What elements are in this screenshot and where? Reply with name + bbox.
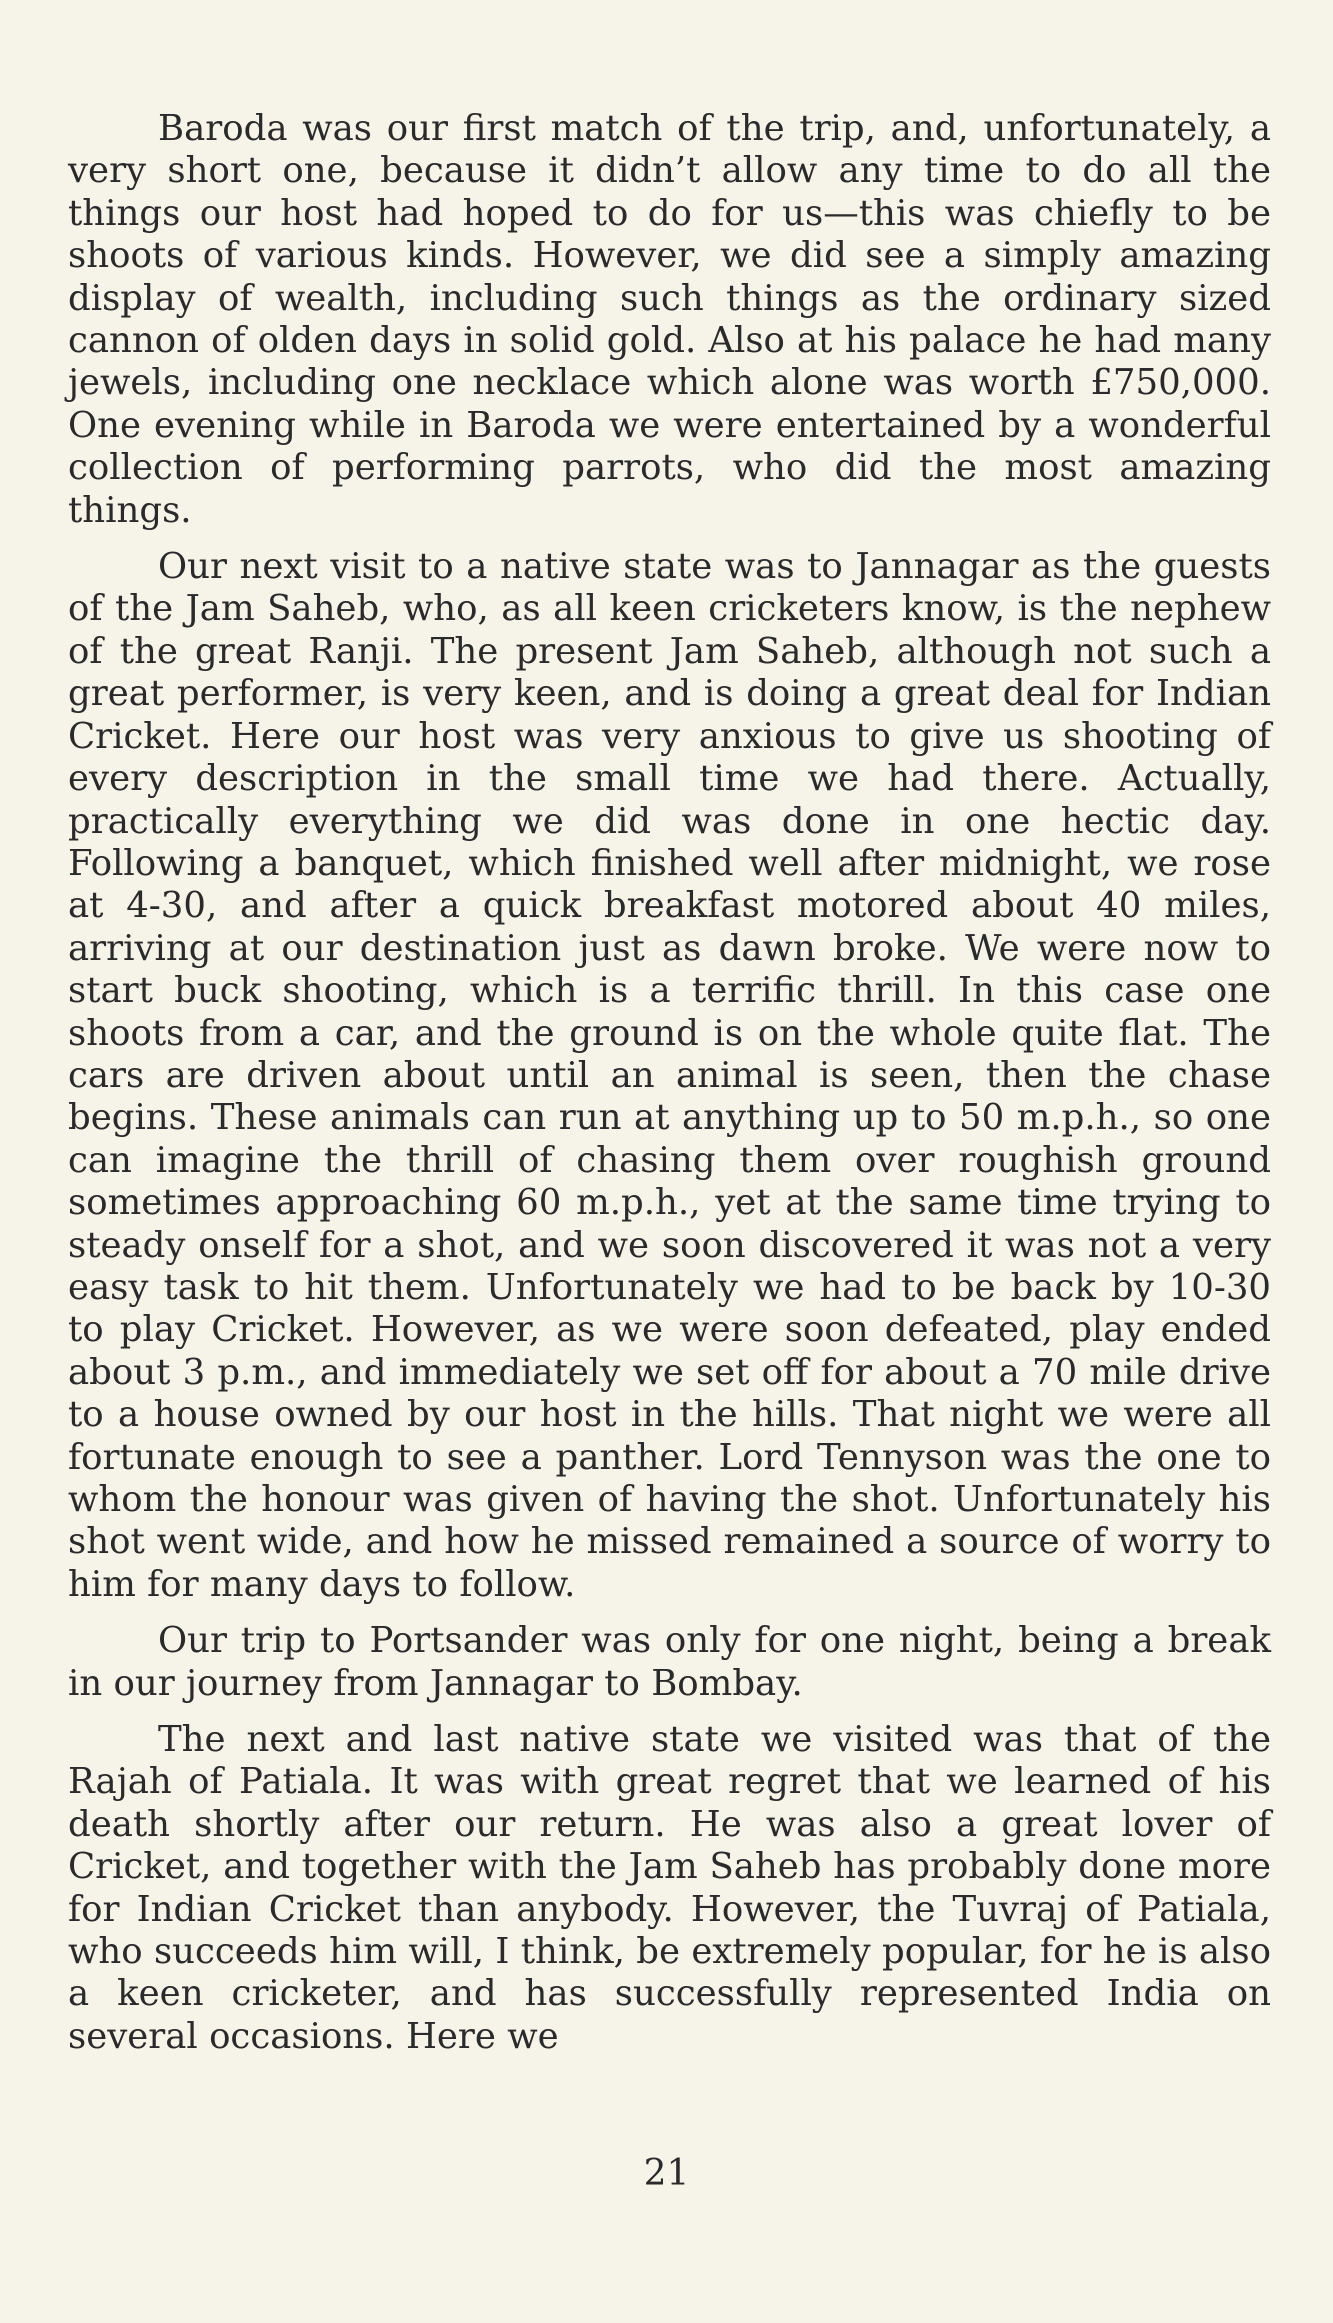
paragraph-portsander: Our trip to Portsander was only for one night, being a break in our journey from Jannagar to Bombay. — [68, 1620, 1271, 1704]
paragraph-patiala: The next and last native state we visited was that of the Rajah of Patiala. It was with great regret that we learned of his death shortly after our return. He was also a great lover of Cricket, and together with the Jam Saheb has probably done more for Indian Cricket than anybody. However, the Tuvraj of Patiala, who succeeds him will, I think, be extremely popular, for he is also a keen cricketer, and has successfully represented India on several occasions. Here we — [68, 1719, 1271, 2057]
paragraph-baroda: Baroda was our first match of the trip, and, unfortunately, a very short one, because it didn’t allow any time to do all the things our host had hoped to do for us—this was chiefly to be shoots of various kinds. However, we did see a simply amazing display of wealth, including such things as the ordinary sized cannon of olden days in solid gold. Also at his palace he had many jewels, including one necklace which alone was worth £750,000. One evening while in Baroda we were entertained by a wonderful collection of performing parrots, who did the most amazing things. — [68, 108, 1271, 531]
paragraph-jannagar: Our next visit to a native state was to Jannagar as the guests of the Jam Saheb, who, as all keen cricketers know, is the nephew of the great Ranji. The present Jam Saheb, although not such a great performer, is very keen, and is doing a great deal for Indian Cricket. Here our host was very anxious to give us shooting of every description in the small time we had there. Actually, practically everything we did was done in one hectic day. Following a banquet, which finished well after midnight, we rose at 4-30, and after a quick breakfast motored about 40 miles, arriving at our destination just as dawn broke. We were now to start buck shooting, which is a terrific thrill. In this case one shoots from a car, and the ground is on the whole quite flat. The cars are driven about until an animal is seen, then the chase begins. These animals can run at anything up to 50 m.p.h., so one can imagine the thrill of chasing them over roughish ground sometimes approaching 60 m.p.h., yet at the same time trying to steady onself for a shot, and we soon discovered it was not a very easy task to hit them. Unfortunately we had to be back by 10-30 to play Cricket. However, as we were soon defeated, play ended about 3 p.m., and immediately we set off for about a 70 mile drive to a house owned by our host in the hills. That night we were all fortunate enough to see a panther. Lord Tennyson was the one to whom the honour was given of having the shot. Unfortunately his shot went wide, and how he missed remained a source of worry to him for many days to follow. — [68, 546, 1271, 1605]
page-number: 21 — [643, 2153, 690, 2194]
body-text — [68, 108, 1271, 2072]
